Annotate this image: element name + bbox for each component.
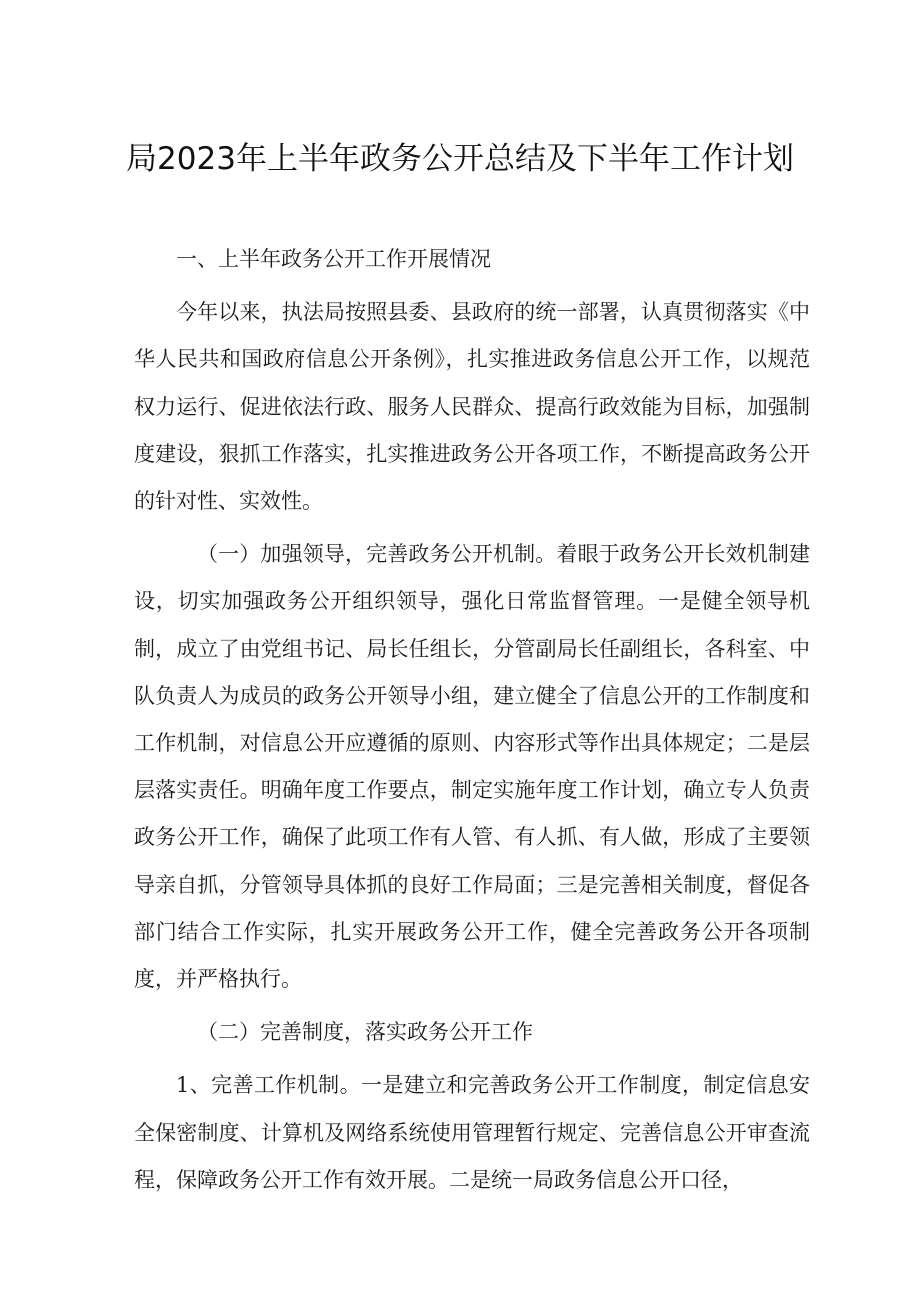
subsection-paragraph: （一）加强领导，完善政务公开机制。着眼于政务公开长效机制建设，切实加强政务公开组织领导，强化日常监督管理。一是健全领导机制，成立了由党组书记、局长任组长，分管副局长任副组长，各科室、中队负责人为成员的政务公开领导小组，建立健全了信息公开的工作制度和工作机制，对信息公开应遵循的原则、内容形式等作出具体规定；二是层层落实责任。明确年度工作要点，制定实施年度工作计划，确立专人负责政务公开工作，确保了此项工作有人管、有人抓、有人做，形成了主要领导亲自抓，分管领导具体抓的良好工作局面；三是完善相关制度，督促各部门结合工作实际，扎实开展政务公开工作，健全完善政务公开各项制度，并严格执行。 (134, 542, 810, 992)
body-paragraph: 1、完善工作机制。一是建立和完善政务公开工作制度，制定信息安全保密制度、计算机及网络系统使用管理暂行规定、完善信息公开审查流程，保障政务公开工作有效开展。二是统一局政务信息公开口径， (134, 1073, 810, 1192)
document-title: 局2023年上半年政务公开总结及下半年工作计划 (126, 141, 794, 177)
body-paragraph: 今年以来，执法局按照县委、县政府的统一部署，认真贯彻落实《中华人民共和国政府信息公开条例》，扎实推进政务信息公开工作，以规范权力运行、促进依法行政、服务人民群众、提高行政效能为目标，加强制度建设，狠抓工作落实，扎实推进政务公开各项工作，不断提高政务公开的针对性、实效性。 (134, 300, 810, 514)
document-body (134, 236, 810, 1204)
section-heading: 一、上半年政务公开工作开展情况 (176, 247, 491, 271)
subsection-heading: （二）完善制度，落实政务公开工作 (197, 1020, 533, 1045)
